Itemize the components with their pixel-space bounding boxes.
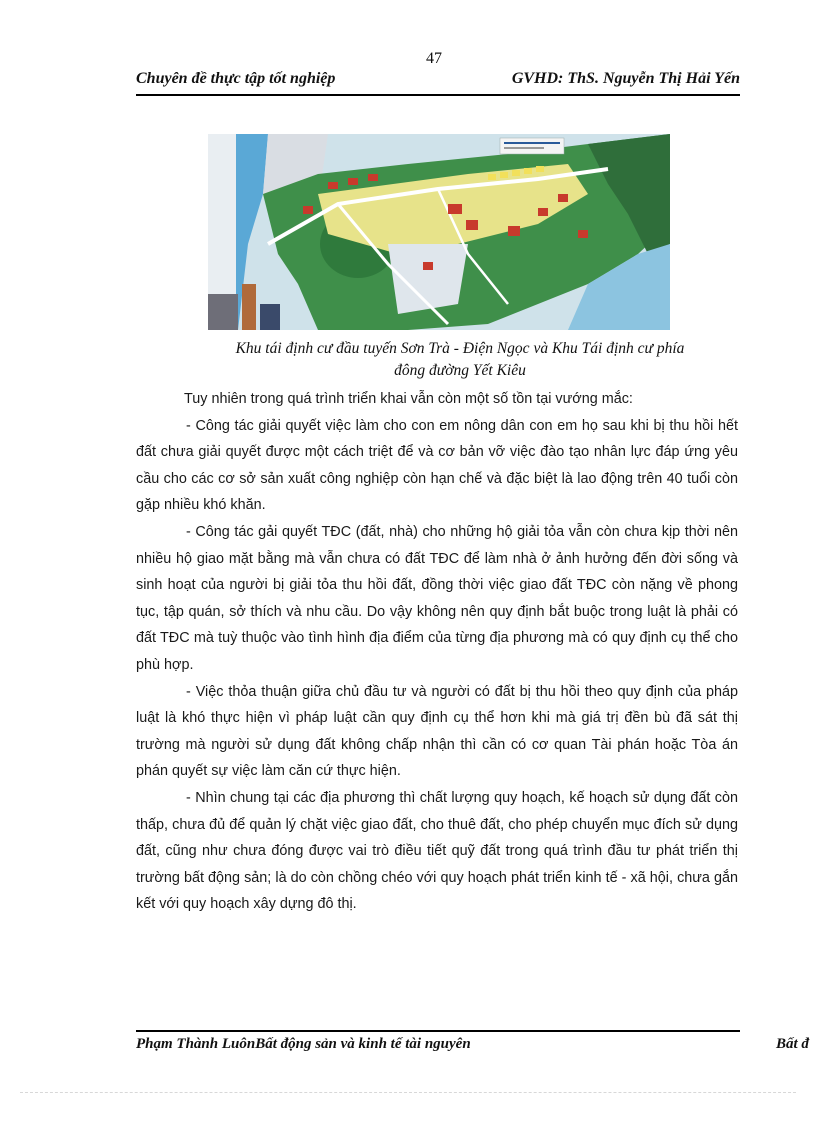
- body-text: [136, 386, 738, 918]
- caption-line-1: Khu tái định cư đầu tuyến Sơn Trà - Điện Ngọc và Khu Tái định cư phía: [235, 340, 685, 357]
- map-illustration: [208, 134, 670, 330]
- paragraph-intro: Tuy nhiên trong quá trình triển khai vẫn còn một số tồn tại vướng mắc:: [184, 391, 633, 407]
- caption-line-2: đông đường Yết Kiêu: [394, 362, 526, 379]
- figure-caption: [150, 338, 770, 382]
- footer-author: Phạm Thành LuônBất động sản và kinh tế tài nguyên: [136, 1036, 471, 1052]
- page-bottom-guide: [20, 1092, 796, 1093]
- paragraph-resettlement: - Công tác gải quyết TĐC (đất, nhà) cho những hộ giải tỏa vẫn còn chưa kịp thời nên nhiều hộ giao mặt bằng mà vẫn chưa có đất TĐC để làm nhà ở ảnh hưởng đến đời sống và sinh hoạt của người bị giải tỏa thu hồi đất, đồng thời việc giao đất TĐC còn nặng về phong tục, tập quán, sở thích và nhu cầu. Do vậy không nên quy định bắt buộc trong luật là phải có đất TĐC mà tuỳ thuộc vào tình hình địa điểm của từng địa phương mà có quy định cụ thể cho phù hợp.: [136, 523, 738, 673]
- resettlement-plan-map: [208, 134, 670, 330]
- header-supervisor: GVHD: ThS. Nguyễn Thị Hải Yến: [511, 70, 740, 87]
- paragraph-agreement: - Việc thỏa thuận giữa chủ đầu tư và người có đất bị thu hồi theo quy định của pháp luật là khó thực hiện vì pháp luật cần quy định cụ thể hơn khi mà giá trị đền bù đã sát thị trường mà người sử dụng đất không chấp nhận thì cần có cơ quan Tài phán hoặc Tòa án phán quyết sự việc làm căn cứ thực hiện.: [136, 683, 738, 780]
- footer-divider: [136, 1030, 740, 1032]
- page-header: [136, 68, 740, 96]
- page-number: 47: [426, 50, 442, 67]
- paragraph-employment: - Công tác giải quyết việc làm cho con em nông dân con em họ sau khi bị thu hồi hết đất chưa giải quyết được một cách triệt để và cơ bản vỡ việc đào tạo nhân lực đáp ứng yêu cầu cho các cơ sở sản xuất công nghiệp còn hạn chế và đặc biệt là lao động trên 40 tuổi còn gặp nhiều khó khăn.: [136, 417, 738, 514]
- footer-department-truncated: Bất đ: [776, 1036, 809, 1052]
- paragraph-planning: - Nhìn chung tại các địa phương thì chất lượng quy hoạch, kế hoạch sử dụng đất còn thấp, chưa đủ để quản lý chặt việc giao đất, cho thuê đất, cho phép chuyển mục đích sử dụng đất, cũng như chưa đóng được vai trò điều tiết quỹ đất trong quá trình đầu tư phát triển thị trường bất động sản; là do còn chồng chéo với quy hoạch phát triển kinh tế - xã hội, chưa gắn kết với quy hoạch xây dựng đô thị.: [136, 789, 738, 913]
- header-document-title: Chuyên đề thực tập tốt nghiệp: [136, 70, 336, 87]
